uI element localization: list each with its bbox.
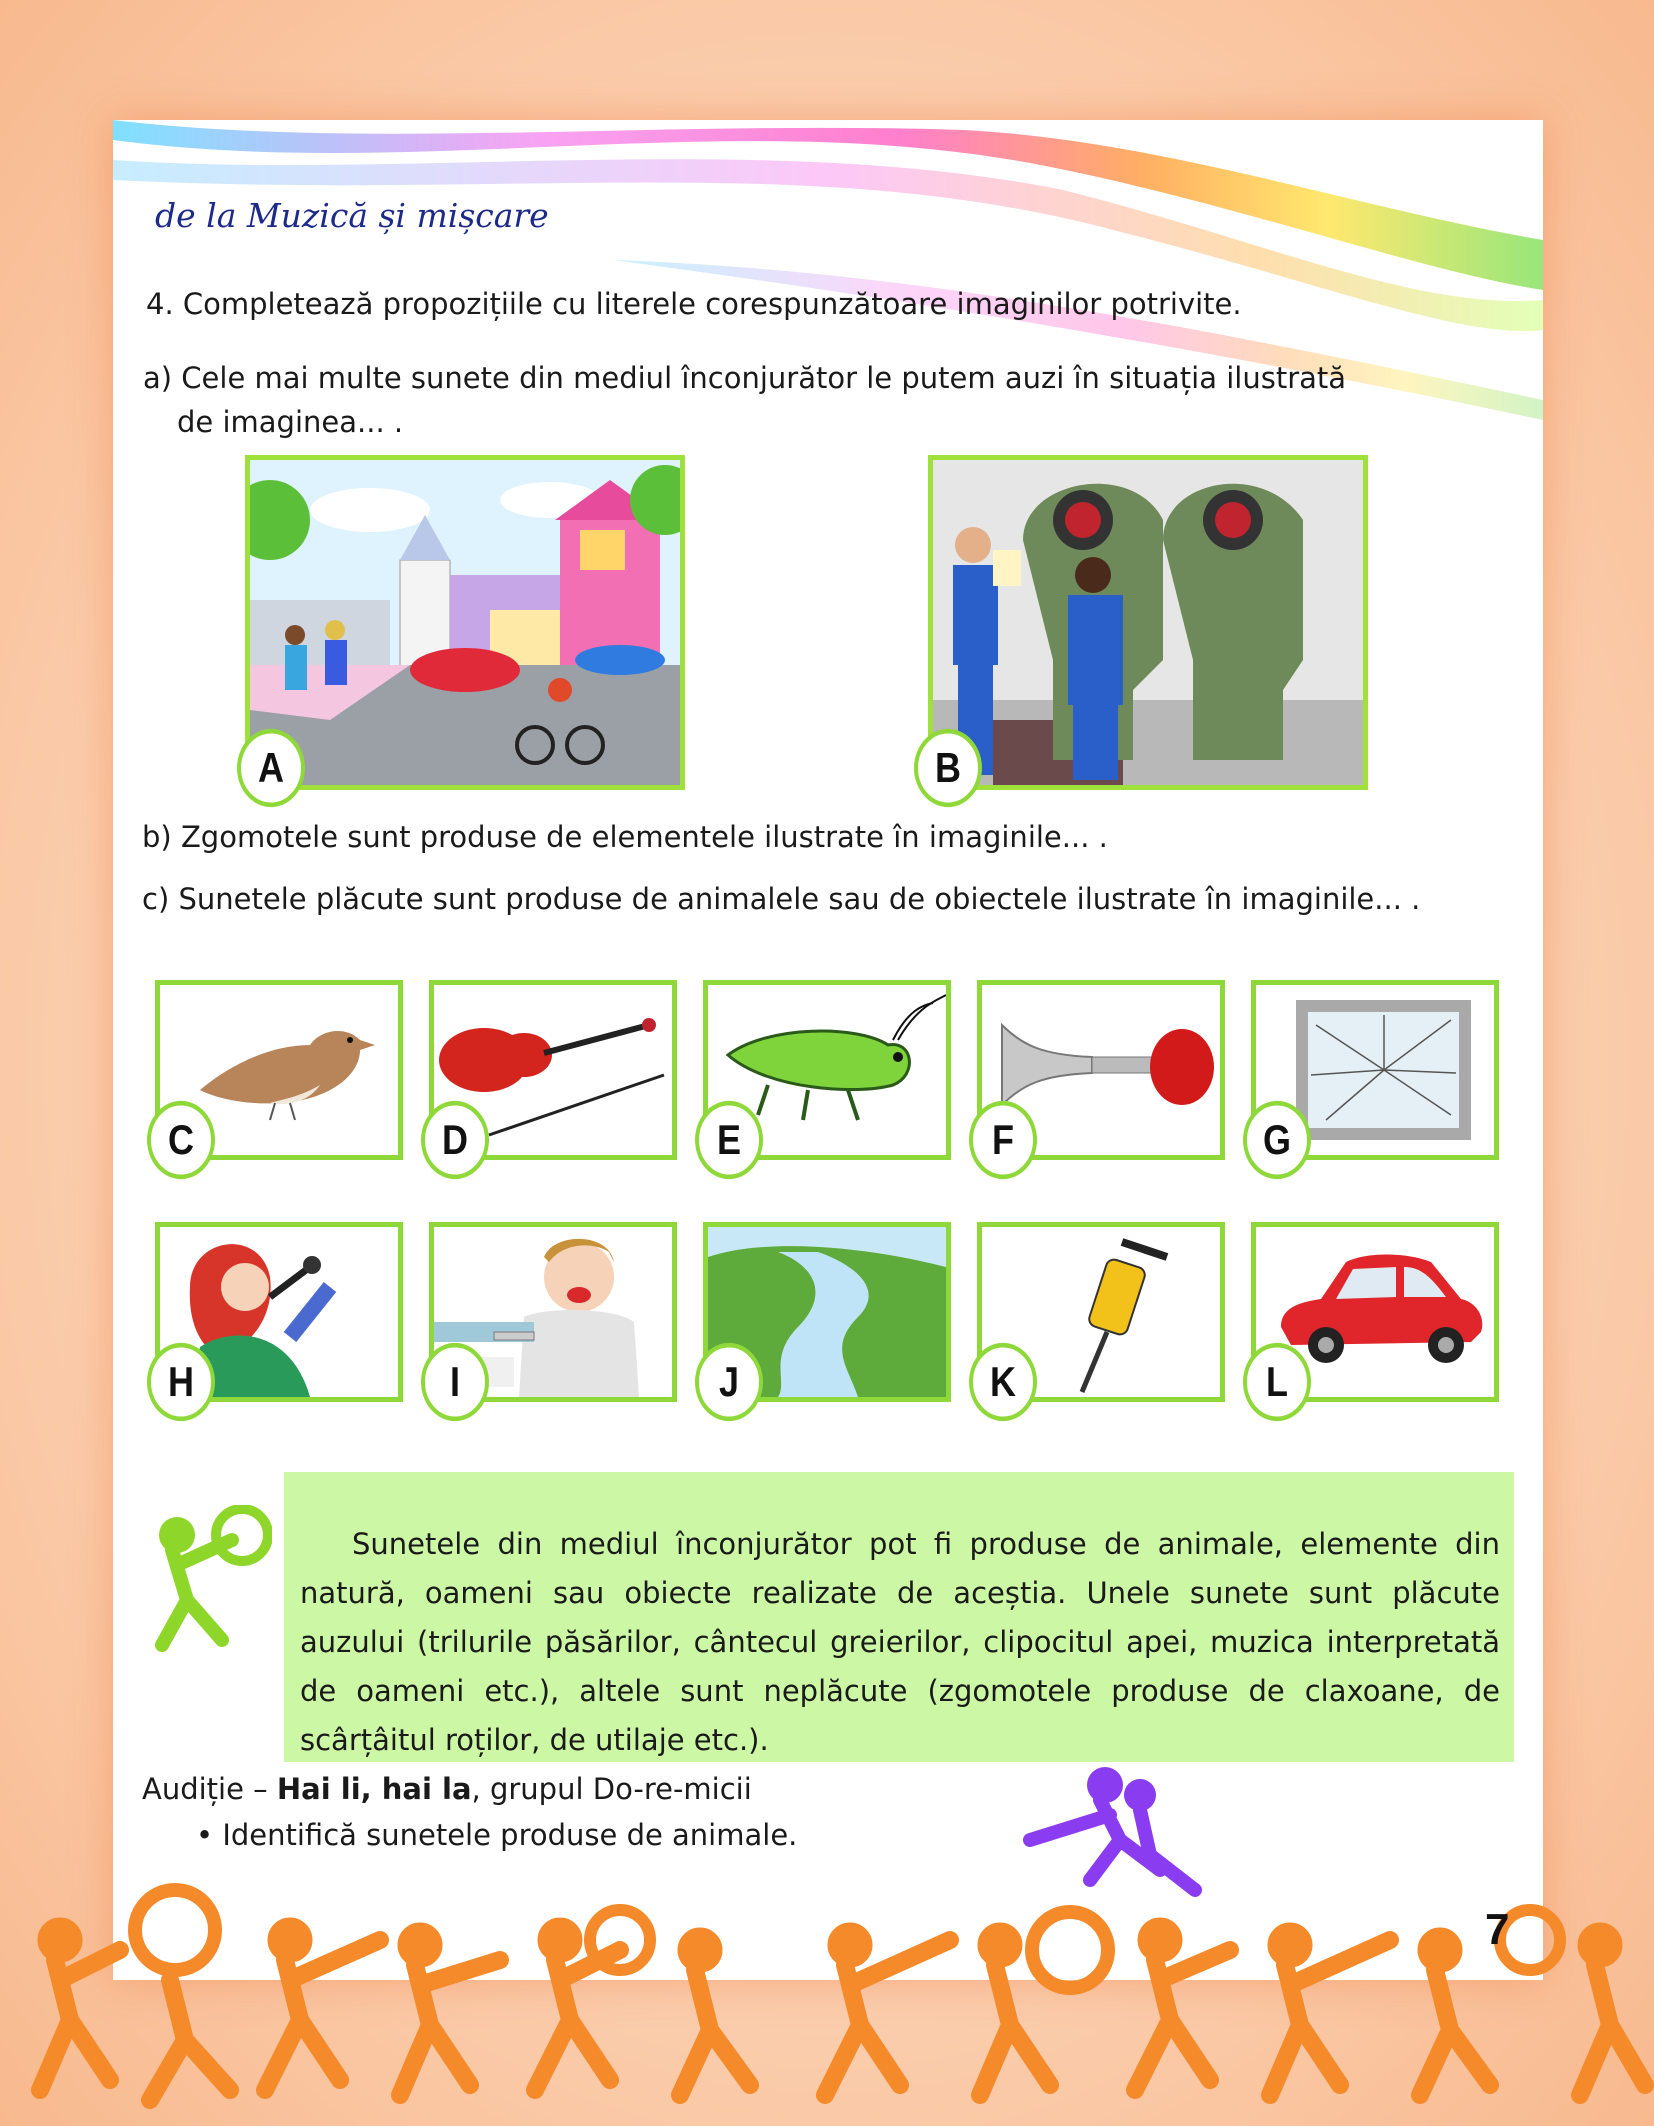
scene-b-badge: B [914, 729, 982, 807]
question-c: c) Sunetele plăcute sunt produse de animalele sau de obiectele ilustrate în imaginile... . [142, 882, 1421, 916]
badge-l: L [1243, 1343, 1311, 1421]
factory-machines-scene [933, 460, 1363, 785]
question-b: b) Zgomotele sunt produse de elementele ilustrate în imaginile... . [142, 820, 1108, 854]
badge-e: E [695, 1101, 763, 1179]
question-a-line1: a) Cele mai multe sunete din mediul înconjurător le putem auzi în situația ilustrată [143, 361, 1347, 395]
city-street-scene [250, 460, 680, 785]
badge-c: C [147, 1101, 215, 1179]
scene-a-frame [245, 455, 685, 790]
audition-bullet: • Identifică sunetele produse de animale. [196, 1818, 798, 1852]
orange-band-decoration [0, 1870, 1654, 2126]
scene-a-badge: A [237, 729, 305, 807]
badge-h: H [147, 1343, 215, 1421]
running-musician-icon [132, 1505, 272, 1655]
badge-i: I [421, 1343, 489, 1421]
audition-line [142, 1767, 752, 1811]
badge-j: J [695, 1343, 763, 1421]
badge-g: G [1243, 1101, 1311, 1179]
section-title: de la Muzică și mișcare [155, 196, 549, 235]
question-a-line2: de imaginea... . [177, 405, 404, 439]
audition-suffix: , grupul Do-re-micii [471, 1772, 752, 1806]
page-number: 7 [1485, 1905, 1510, 1954]
badge-k: K [969, 1343, 1037, 1421]
exercise-instruction: 4. Completează propozițiile cu literele corespunzătoare imaginilor potrivite. [146, 287, 1242, 321]
audition-title: Hai li, hai la [276, 1772, 472, 1806]
scene-b-frame [928, 455, 1368, 790]
badge-f: F [969, 1101, 1037, 1179]
badge-d: D [421, 1101, 489, 1179]
info-text: Sunetele din mediul înconjurător pot fi produse de animale, elemente din natură, oameni sau obiecte realizate de aceștia. Unele sunete sunt plăcute auzului (trilurile păsărilor, cântecul greierilor, clipocitul apei, muzica interpretată de oameni etc.), altele sunt neplăcute (zgomotele produse de claxoane, de scârțâitul roților, de utilaje etc.). [300, 1527, 1500, 1757]
audition-prefix: Audiție – [142, 1772, 277, 1806]
